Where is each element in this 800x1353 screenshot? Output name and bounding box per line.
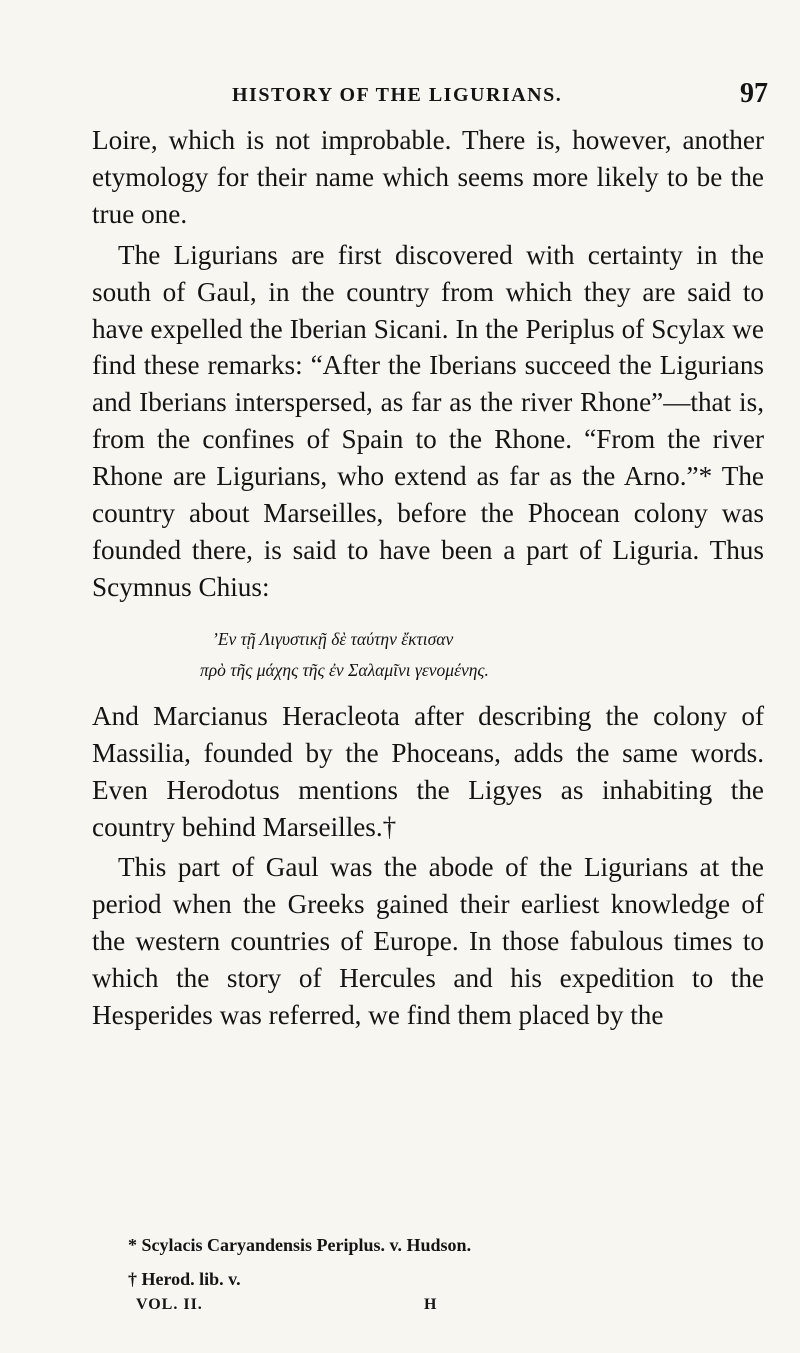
greek-quotation (92, 624, 764, 686)
page-number: 97 (740, 78, 768, 109)
page-foot (136, 1296, 456, 1324)
footnotes (128, 1228, 748, 1296)
greek-line-1: ’Εν τῇ Λιγυστικῇ δὲ ταύτην ἔκτισαν (212, 628, 454, 649)
paragraph-marcianus: And Marcianus Heracleota after describing the colony of Massilia, founded by the Phoceans, adds the same words. Even Herodotus mentions the Ligyes as inhabiting the country behind Marseilles.† (92, 700, 764, 842)
volume-mark: VOL. II. (136, 1296, 203, 1313)
paragraph-continuation: Loire, which is not improbable. There is, however, another etymology for their name which seems more likely to be the true one. (92, 125, 764, 229)
body-text (92, 122, 764, 1034)
running-title: HISTORY OF THE LIGURIANS. (232, 84, 563, 106)
greek-line-2: πρὸ τῆς μάχης τῆς ἐν Σαλαμῖνι γενομένης. (200, 659, 489, 680)
footnote-herodotus: † Herod. lib. v. (128, 1269, 241, 1289)
paragraph-abode-of-ligurians: This part of Gaul was the abode of the Ligurians at the period when the Greeks gained their earliest knowledge of the western countries of Europe. In those fabulous times to which the story of Hercules and his expedition to the Hesperides was referred, we find them placed by the (92, 852, 764, 1031)
paragraph-ligurians-discovered: The Ligurians are first discovered with certainty in the south of Gaul, in the country from which they are said to have expelled the Iberian Sicani. In the Periplus of Scylax we find these remarks: “After the Iberians succeed the Ligurians and Iberians interspersed, as far as the river Rhone”—that is, from the confines of Spain to the Rhone. “From the river Rhone are Ligurians, who extend as far as the Arno.”* The country about Marseilles, before the Phocean colony was founded there, is said to have been a part of Liguria. Thus Scymnus Chius: (92, 239, 764, 602)
signature-mark: H (424, 1296, 438, 1313)
footnote-scylax: * Scylacis Caryandensis Periplus. v. Hudson. (128, 1235, 472, 1255)
running-head (92, 78, 768, 112)
